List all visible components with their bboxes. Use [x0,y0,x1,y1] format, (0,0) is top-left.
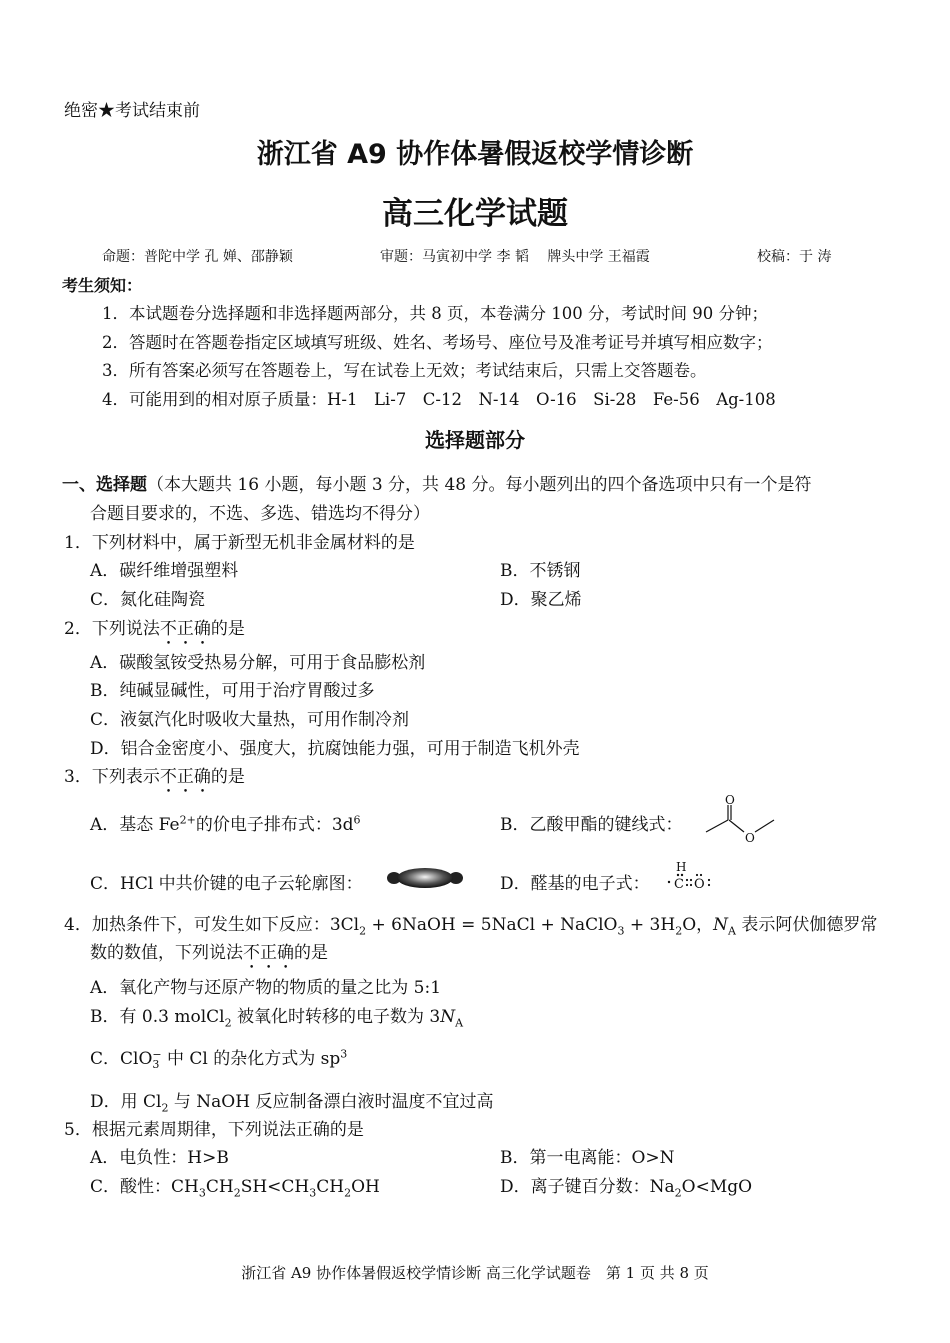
q5-sub: 2 [674,1186,682,1200]
q5-sub: 2 [233,1186,241,1200]
ester-ether-oxygen: O [745,831,755,845]
q3-option-d: D．醛基的电子式： [500,874,650,894]
q4-stem-text: 的是 [294,943,328,963]
q2-option-d: D．铝合金密度小、强度大，抗腐蚀能力强，可用于制造飞机外壳 [90,739,580,759]
q3-emphasis: 不正确 [159,767,211,787]
q2-option-b: B．纯碱显碱性，可用于治疗胃酸过多 [90,681,375,701]
q5-option-d [500,1172,752,1199]
q4-b-text: B．有 0.3 molCl [90,1007,225,1027]
q3-option-b: B．乙酸甲酯的键线式： [500,815,683,835]
q3-stem-text: 的是 [210,767,245,787]
q1-option-c: C．氮化硅陶瓷 [90,590,206,610]
q4-stem-text: O， [682,915,714,935]
q5-c-text: C．酸性：CH [90,1177,199,1197]
confidential-label: 绝密★考试结束前 [64,101,200,121]
exam-subtitle: 高三化学试题 [382,196,568,232]
q5-sub: 2 [344,1186,352,1200]
q4-option-a: A．氧化产物与还原产物的物质的量之比为 5:1 [90,978,442,998]
q5-c-text: CH [205,1177,234,1197]
q5-d-text: D．离子键百分数：Na [500,1177,675,1197]
q5-c-text: CH [316,1177,345,1197]
orbital-overlap-icon [384,866,466,890]
q4-c-text: C．ClO [90,1049,153,1069]
q2-option-c: C．液氨汽化时吸收大量热，可用作制冷剂 [90,710,410,730]
q3-stem-text: 3．下列表示 [64,767,160,787]
q2-stem [64,614,245,649]
q3-a-text: 的价电子排布式：3d [195,815,354,835]
q1-option-d: D．聚乙烯 [500,590,582,610]
aldehyde-electron-formula [664,858,718,892]
q1-stem: 1．下列材料中，属于新型无机非金属材料的是 [64,533,415,553]
ester-carbonyl-oxygen: O [725,793,735,807]
q2-stem-text: 的是 [210,619,245,639]
section-title: 选择题部分 [425,428,525,452]
q5-option-c [90,1172,380,1199]
q4-stem-text: 表示阿伏伽德罗常 [735,915,878,935]
part-label: 一、选择题 [62,475,147,495]
notice-item: 3．所有答案必须写在答题卷上，写在试卷上无效；考试结束后，只需上交答题卷。 [102,361,707,380]
q3-option-a [90,810,361,835]
q3-stem [64,762,245,797]
q1-option-b: B．不锈钢 [500,561,581,581]
electron-h: H [676,860,687,874]
part-description-cont: 合题目要求的，不选、多选、错选均不得分） [90,504,430,524]
reviewer-credit: 审题：马寅初中学 李 韬 牌头中学 王福霞 [380,249,650,265]
page-footer: 浙江省 A9 协作体暑假返校学情诊断 高三化学试题卷 第 1 页 共 8 页 [241,1264,709,1282]
part-heading [62,470,812,495]
q3-a-sup: 6 [353,813,361,827]
q4-sub: 3 [617,924,625,938]
q4-c-charge: − [152,1047,162,1061]
ester-skeletal-formula [700,792,784,852]
q4-option-c [90,1044,347,1070]
author-credit: 命题：普陀中学 孔 婵、邵静颖 [102,249,293,265]
q4-stem-text: + 6NaOH = 5NaCl + NaClO [366,915,618,935]
q3-option-c: C．HCl 中共价键的电子云轮廓图： [90,874,363,894]
exam-title: 浙江省 A9 协作体暑假返校学情诊断 [256,139,694,170]
q4-avogadro: N [713,915,728,935]
q4-avogadro: N [440,1007,456,1027]
q4-c-text: 中 Cl 的杂化方式为 sp [161,1049,341,1069]
q4-c-supsub [152,1047,162,1071]
q5-option-a: A．电负性：H>B [90,1148,229,1168]
q1-option-a: A．碳纤维增强塑料 [90,561,239,581]
q4-c-sub: 3 [152,1057,160,1071]
q4-sub: A [455,1016,464,1030]
q5-stem: 5．根据元素周期律，下列说法正确的是 [64,1120,364,1140]
proof-credit: 校稿：于 涛 [757,249,832,265]
notice-item: 2．答题时在答题卷指定区域填写班级、姓名、考场号、座位号及准考证号并填写相应数字； [102,333,773,352]
q4-d-text: 与 NaOH 反应制备漂白液时温度不宜过高 [168,1092,494,1112]
notice-heading: 考生须知： [62,276,143,295]
notice-item: 1．本试题卷分选择题和非选择题两部分，共 8 页，本卷满分 100 分，考试时间 90 分钟； [102,304,768,323]
part-description: （本大题共 16 小题，每小题 3 分，共 48 分。每小题列出的四个备选项中只有一个是符 [147,475,812,495]
q5-c-text: OH [351,1177,380,1197]
q4-stem-text: 数的数值，下列说法 [90,943,243,963]
q4-sub: A [728,924,736,938]
q5-sub: 3 [198,1186,206,1200]
q4-b-text: 被氧化时转移的电子数为 3 [231,1007,441,1027]
q4-option-b [90,1002,463,1029]
q5-d-text: O<MgO [681,1177,753,1197]
q2-option-a: A．碳酸氢铵受热易分解，可用于食品膨松剂 [90,653,426,673]
q4-sub: 2 [359,924,367,938]
q2-stem-text: 2．下列说法 [64,619,160,639]
q4-stem [64,910,877,937]
q4-stem-text: + 3H [624,915,676,935]
q4-option-d [90,1087,493,1114]
q4-stem-text: 4．加热条件下，可发生如下反应：3Cl [64,915,360,935]
electron-c: C [674,877,684,892]
q3-a-text: A．基态 Fe [90,815,180,835]
q4-sup: 3 [340,1047,348,1061]
q4-d-text: D．用 Cl [90,1092,162,1112]
electron-o: O [694,877,705,892]
q3-a-sup: 2+ [179,813,196,827]
q2-emphasis: 不正确 [159,619,211,639]
q4-sub: 2 [161,1101,169,1115]
q4-sub: 2 [675,924,683,938]
q5-sub: 3 [309,1186,317,1200]
q5-option-b: B．第一电离能：O>N [500,1148,675,1168]
q5-c-text: SH<CH [240,1177,310,1197]
q4-stem-cont [90,938,328,973]
notice-item: 4．可能用到的相对原子质量：H-1 Li-7 C-12 N-14 O-16 Si-28 Fe-56 Ag-108 [102,390,776,409]
q4-sub: 2 [224,1016,232,1030]
q4-emphasis: 不正确 [243,943,294,963]
